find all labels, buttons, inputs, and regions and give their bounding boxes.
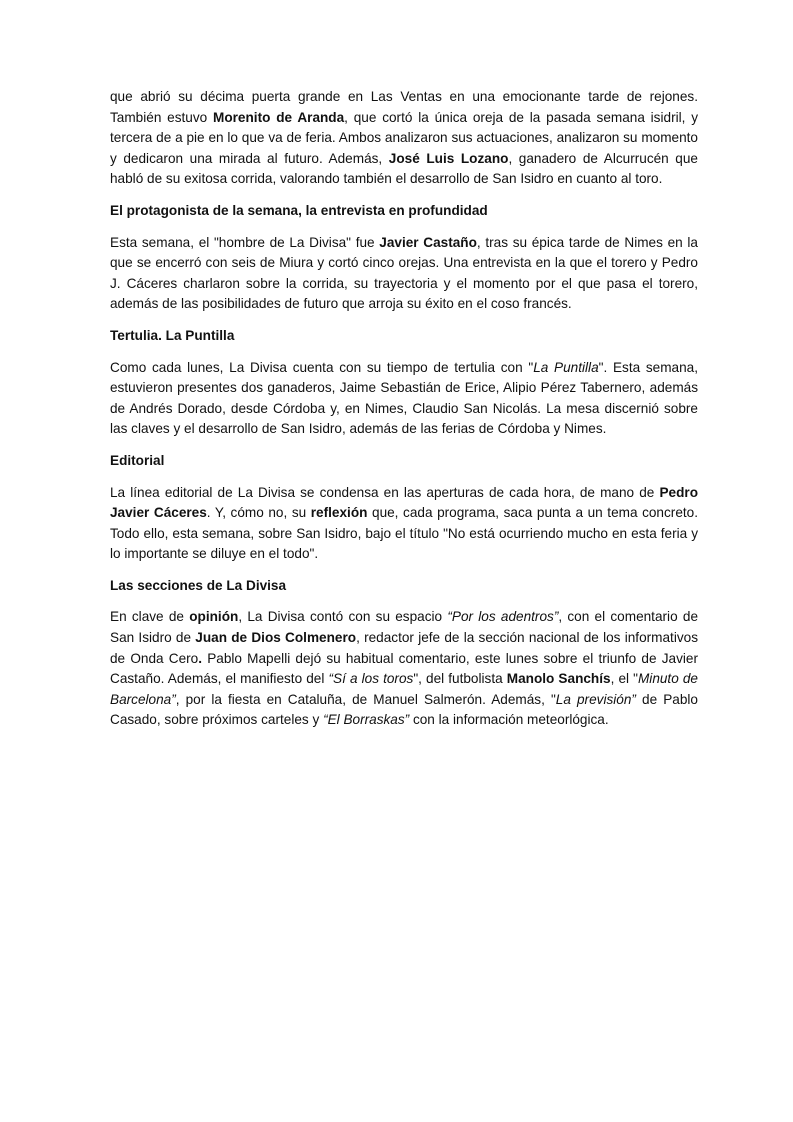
name-juan-de-dios-colmenero: Juan de Dios Colmenero [195, 630, 357, 646]
name-morenito-de-aranda: Morenito de Aranda [213, 109, 345, 125]
title-el-borraskas: “El Borraskas” [323, 712, 410, 728]
name-manolo-sanchis: Manolo Sanchís [506, 671, 611, 687]
section-heading-protagonista: El protagonista de la semana, la entrevista en profundidad [110, 202, 488, 218]
term-opinion: opinión [189, 609, 239, 625]
name-pedro-javier-caceres: Pedro Javier Cáceres [110, 484, 698, 521]
section-paragraph-tertulia: Como cada lunes, La Divisa cuenta con su tiempo de tertulia con "La Puntilla". Esta semana, estuvieron presentes dos ganaderos, Jaime Sebastián de Erice, Alipio Pérez Tabernero, además de Andrés Dorado, desde Córdoba y, en Nimes, Claudio San Nicolás. La mesa discernió sobre las claves y el desarrollo de San Isidro, además de las ferias de Córdoba y Nimes. [110, 359, 699, 437]
section-heading-editorial: Editorial [110, 452, 165, 468]
term-reflexion: reflexión [310, 505, 368, 521]
document-page [110, 87, 698, 731]
section-paragraph-editorial: La línea editorial de La Divisa se condensa en las aperturas de cada hora, de mano de Pedro Javier Cáceres. Y, cómo no, su reflexión que, cada programa, saca punta a un tema concreto. Todo ello, esta semana, sobre San Isidro, bajo el título "No está ocurriendo mucho en esta feria y lo importante se diluye en el todo". [110, 484, 698, 562]
name-javier-castano: Javier Castaño [379, 234, 477, 250]
title-la-puntilla: La Puntilla [533, 359, 599, 375]
title-la-prevision: La previsión” [555, 691, 636, 707]
title-por-los-adentros: “Por los adentros” [447, 609, 559, 625]
section-paragraph-protagonista: Esta semana, el "hombre de La Divisa" fue Javier Castaño, tras su épica tarde de Nimes en la que se encerró con seis de Miura y cortó cinco orejas. Una entrevista en la que el torero y Pedro J. Cáceres charlaron sobre la corrida, su trayectoria y el momento por el que pasa el torero, además de las posibilidades de futuro que arroja su éxito en el coso francés. [110, 234, 698, 312]
intro-paragraph: que abrió su décima puerta grande en Las Ventas en una emocionante tarde de rejones. También estuvo Morenito de Aranda, que cortó la única oreja de la pasada semana isidril, y tercera de a pie en lo que va de feria. Ambos analizaron sus actuaciones, analizaron su momento y dedicaron una mirada al futuro. Además, José Luis Lozano, ganadero de Alcurrucén que habló de su exitosa corrida, valorando también el desarrollo de San Isidro en cuanto al toro. [110, 89, 698, 187]
section-heading-secciones: Las secciones de La Divisa [110, 577, 287, 593]
title-si-a-los-toros: “Sí a los toros [328, 671, 414, 687]
section-paragraph-secciones: En clave de opinión, La Divisa contó con su espacio “Por los adentros”, con el comentario de San Isidro de Juan de Dios Colmenero, redactor jefe de la sección nacional de los informativos de Onda Cero. Pablo Mapelli dejó su habitual comentario, este lunes sobre el triunfo de Javier Castaño. Además, el manifiesto del “Sí a los toros", del futbolista Manolo Sanchís, el "Minuto de Barcelona”, por la fiesta en Cataluña, de Manuel Salmerón. Además, "La previsión” de Pablo Casado, sobre próximos carteles y “El Borraskas” con la información meteorlógica. [110, 609, 699, 728]
title-minuto-de-barcelona: Minuto de Barcelona” [110, 671, 698, 707]
section-heading-tertulia: Tertulia. La Puntilla [110, 327, 235, 343]
name-jose-luis-lozano: José Luis Lozano [388, 150, 509, 166]
